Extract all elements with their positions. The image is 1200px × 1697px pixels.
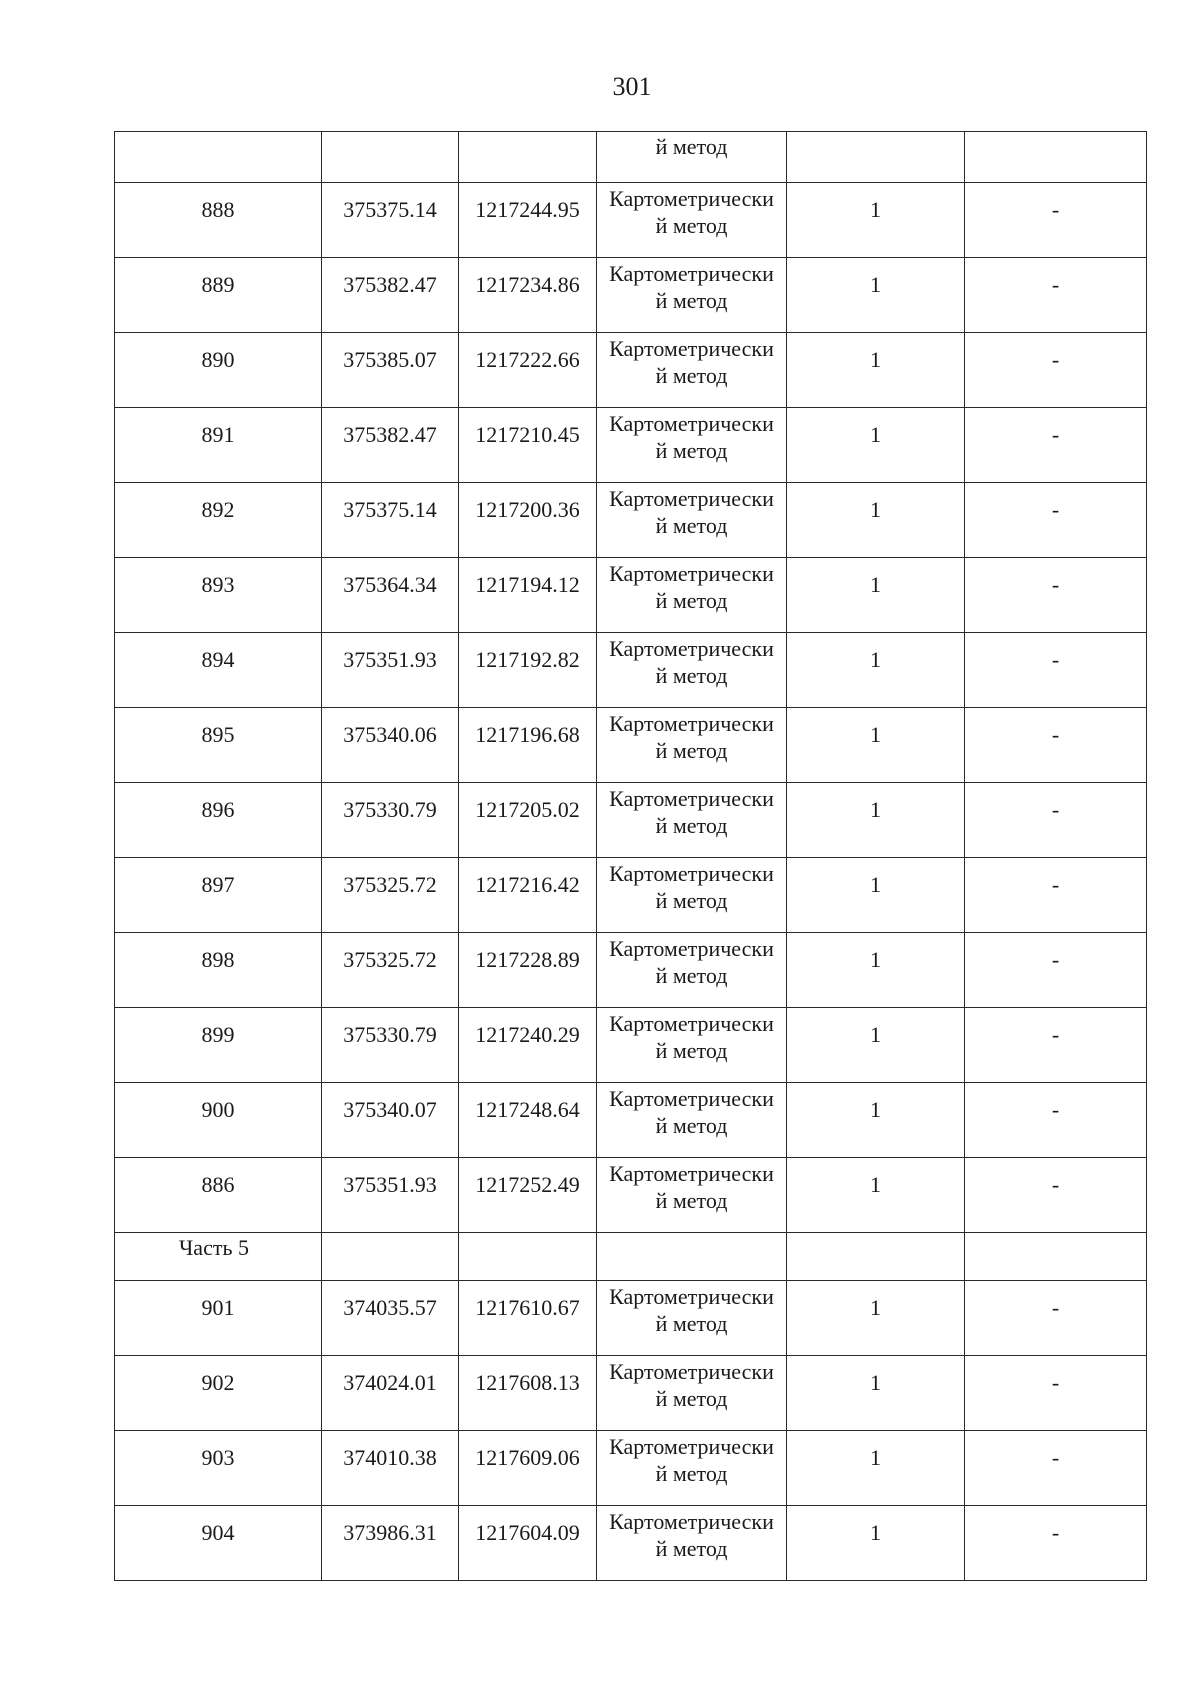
table-row	[115, 183, 1147, 258]
cell-y: 1217228.89	[459, 933, 597, 1008]
cell-method	[597, 1281, 787, 1356]
cell-note: -	[965, 408, 1147, 483]
cell-note: -	[965, 1008, 1147, 1083]
cell-x: 375375.14	[322, 183, 459, 258]
cell-accuracy: 1	[787, 333, 965, 408]
cell-y: 1217252.49	[459, 1158, 597, 1233]
method-line-2: й метод	[655, 363, 728, 388]
cell-note: -	[965, 1281, 1147, 1356]
cell-point: 888	[115, 183, 322, 258]
cell-y: 1217222.66	[459, 333, 597, 408]
method-line-1: Картометрически	[609, 1086, 774, 1111]
cell-point: 895	[115, 708, 322, 783]
method-line-2: й метод	[655, 213, 728, 238]
method-line-2: й метод	[655, 1461, 728, 1486]
cell-x: 375382.47	[322, 408, 459, 483]
cell-note: -	[965, 1083, 1147, 1158]
method-line-2: й метод	[655, 888, 728, 913]
table-row	[115, 633, 1147, 708]
method-line-2: й метод	[655, 963, 728, 988]
cell-point: 894	[115, 633, 322, 708]
method-line-2: й метод	[655, 1188, 728, 1213]
cell-method	[597, 333, 787, 408]
table-row	[115, 1506, 1147, 1581]
cell-method	[597, 783, 787, 858]
cell-x: 375330.79	[322, 783, 459, 858]
method-line-2: й метод	[655, 1038, 728, 1063]
cell-accuracy: 1	[787, 633, 965, 708]
cell-note: -	[965, 933, 1147, 1008]
cell-empty	[787, 1233, 965, 1281]
table-row	[115, 708, 1147, 783]
cell-point: 903	[115, 1431, 322, 1506]
table-row	[115, 483, 1147, 558]
method-line-2: й метод	[655, 738, 728, 763]
table-row-continuation	[115, 132, 1147, 183]
cell-accuracy: 1	[787, 1008, 965, 1083]
method-line-2: й метод	[655, 1536, 728, 1561]
cell-accuracy: 1	[787, 1083, 965, 1158]
cell-note: -	[965, 333, 1147, 408]
table-row	[115, 558, 1147, 633]
cell-y: 1217210.45	[459, 408, 597, 483]
cell-empty	[597, 1233, 787, 1281]
cell-method: й метод	[597, 132, 787, 183]
cell-x: 375325.72	[322, 933, 459, 1008]
table-row	[115, 933, 1147, 1008]
table-row	[115, 408, 1147, 483]
method-line-2: й метод	[655, 1113, 728, 1138]
cell-y: 1217244.95	[459, 183, 597, 258]
table-row	[115, 333, 1147, 408]
method-line-2: й метод	[655, 813, 728, 838]
method-line-1: Картометрически	[609, 261, 774, 286]
cell-note: -	[965, 858, 1147, 933]
cell-note: -	[965, 708, 1147, 783]
cell-method	[597, 1431, 787, 1506]
cell-point: 890	[115, 333, 322, 408]
method-line-2: й метод	[655, 588, 728, 613]
cell-x: 375351.93	[322, 1158, 459, 1233]
cell-note: -	[965, 633, 1147, 708]
cell-method	[597, 1158, 787, 1233]
cell-y: 1217248.64	[459, 1083, 597, 1158]
cell-accuracy: 1	[787, 183, 965, 258]
cell-accuracy: 1	[787, 858, 965, 933]
coordinates-table	[114, 131, 1147, 1581]
cell-accuracy: 1	[787, 1356, 965, 1431]
cell-method	[597, 858, 787, 933]
cell-accuracy: 1	[787, 933, 965, 1008]
cell-x: 374035.57	[322, 1281, 459, 1356]
cell-accuracy: 1	[787, 558, 965, 633]
table-row	[115, 1281, 1147, 1356]
cell-y: 1217609.06	[459, 1431, 597, 1506]
method-line-1: Картометрически	[609, 1161, 774, 1186]
cell-y: 1217194.12	[459, 558, 597, 633]
cell-note: -	[965, 1356, 1147, 1431]
cell-note: -	[965, 258, 1147, 333]
cell-point: 889	[115, 258, 322, 333]
cell-point: 904	[115, 1506, 322, 1581]
cell-method	[597, 1083, 787, 1158]
cell-point: 893	[115, 558, 322, 633]
cell-point: 896	[115, 783, 322, 858]
cell-note: -	[965, 558, 1147, 633]
table-row	[115, 1083, 1147, 1158]
method-line-1: Картометрически	[609, 1011, 774, 1036]
method-line-2: й метод	[655, 1386, 728, 1411]
cell-method	[597, 1506, 787, 1581]
cell-x: 375351.93	[322, 633, 459, 708]
cell-method	[597, 933, 787, 1008]
table-row	[115, 783, 1147, 858]
method-line-1: Картометрически	[609, 1509, 774, 1534]
cell-y: 1217234.86	[459, 258, 597, 333]
cell-point: 898	[115, 933, 322, 1008]
cell-y: 1217192.82	[459, 633, 597, 708]
cell-y: 1217604.09	[459, 1506, 597, 1581]
cell-point	[115, 132, 322, 183]
table-row	[115, 858, 1147, 933]
method-line-1: Картометрически	[609, 411, 774, 436]
method-line-1: Картометрически	[609, 936, 774, 961]
cell-method	[597, 408, 787, 483]
cell-note: -	[965, 1158, 1147, 1233]
method-line-1: Картометрически	[609, 1434, 774, 1459]
method-line-1: Картометрически	[609, 861, 774, 886]
method-line-2: й метод	[655, 1311, 728, 1336]
cell-accuracy: 1	[787, 708, 965, 783]
method-line-1: Картометрически	[609, 636, 774, 661]
cell-y	[459, 132, 597, 183]
cell-x: 375382.47	[322, 258, 459, 333]
cell-accuracy: 1	[787, 1158, 965, 1233]
cell-method	[597, 708, 787, 783]
method-line-1: Картометрически	[609, 1284, 774, 1309]
cell-empty	[322, 1233, 459, 1281]
cell-y: 1217196.68	[459, 708, 597, 783]
method-line-1: Картометрически	[609, 711, 774, 736]
cell-empty	[459, 1233, 597, 1281]
coordinates-table-body	[115, 132, 1147, 1581]
method-line-1: Картометрически	[609, 786, 774, 811]
method-line-1: Картометрически	[609, 336, 774, 361]
cell-accuracy: 1	[787, 1506, 965, 1581]
cell-y: 1217240.29	[459, 1008, 597, 1083]
cell-point: 900	[115, 1083, 322, 1158]
cell-accuracy: 1	[787, 408, 965, 483]
method-line-1: Картометрически	[609, 186, 774, 211]
cell-accuracy: 1	[787, 1281, 965, 1356]
method-line-1: Картометрически	[609, 486, 774, 511]
table-row	[115, 1356, 1147, 1431]
cell-method	[597, 258, 787, 333]
cell-point: 897	[115, 858, 322, 933]
cell-y: 1217608.13	[459, 1356, 597, 1431]
cell-y: 1217216.42	[459, 858, 597, 933]
table-row	[115, 1008, 1147, 1083]
table-row	[115, 258, 1147, 333]
table-row	[115, 1158, 1147, 1233]
cell-y: 1217610.67	[459, 1281, 597, 1356]
cell-x: 375375.14	[322, 483, 459, 558]
cell-accuracy: 1	[787, 783, 965, 858]
cell-x: 375364.34	[322, 558, 459, 633]
cell-y: 1217205.02	[459, 783, 597, 858]
page-number: 301	[612, 72, 652, 101]
cell-accuracy: 1	[787, 1431, 965, 1506]
cell-accuracy: 1	[787, 483, 965, 558]
method-line-2: й метод	[655, 288, 728, 313]
cell-point: 891	[115, 408, 322, 483]
cell-method	[597, 483, 787, 558]
cell-x	[322, 132, 459, 183]
cell-x: 374010.38	[322, 1431, 459, 1506]
cell-y: 1217200.36	[459, 483, 597, 558]
method-line-2: й метод	[655, 663, 728, 688]
cell-x: 375330.79	[322, 1008, 459, 1083]
method-line-1: Картометрически	[609, 1359, 774, 1384]
cell-empty	[965, 1233, 1147, 1281]
cell-method	[597, 558, 787, 633]
method-line-1: Картометрически	[609, 561, 774, 586]
method-line-2: й метод	[655, 513, 728, 538]
cell-point: 901	[115, 1281, 322, 1356]
cell-point: 899	[115, 1008, 322, 1083]
method-line-2: й метод	[655, 438, 728, 463]
cell-method	[597, 633, 787, 708]
table-row	[115, 1431, 1147, 1506]
cell-accuracy: 1	[787, 258, 965, 333]
table-row-section	[115, 1233, 1147, 1281]
cell-note: -	[965, 783, 1147, 858]
cell-x: 375325.72	[322, 858, 459, 933]
cell-x: 375340.07	[322, 1083, 459, 1158]
cell-x: 375385.07	[322, 333, 459, 408]
cell-method	[597, 183, 787, 258]
cell-x: 373986.31	[322, 1506, 459, 1581]
cell-method	[597, 1356, 787, 1431]
cell-note: -	[965, 183, 1147, 258]
cell-note: -	[965, 483, 1147, 558]
cell-point: 886	[115, 1158, 322, 1233]
cell-method	[597, 1008, 787, 1083]
cell-x: 375340.06	[322, 708, 459, 783]
cell-note: -	[965, 1431, 1147, 1506]
cell-accuracy	[787, 132, 965, 183]
cell-note: -	[965, 1506, 1147, 1581]
cell-x: 374024.01	[322, 1356, 459, 1431]
section-label: Часть 5	[115, 1233, 322, 1281]
cell-point: 902	[115, 1356, 322, 1431]
cell-note	[965, 132, 1147, 183]
cell-point: 892	[115, 483, 322, 558]
